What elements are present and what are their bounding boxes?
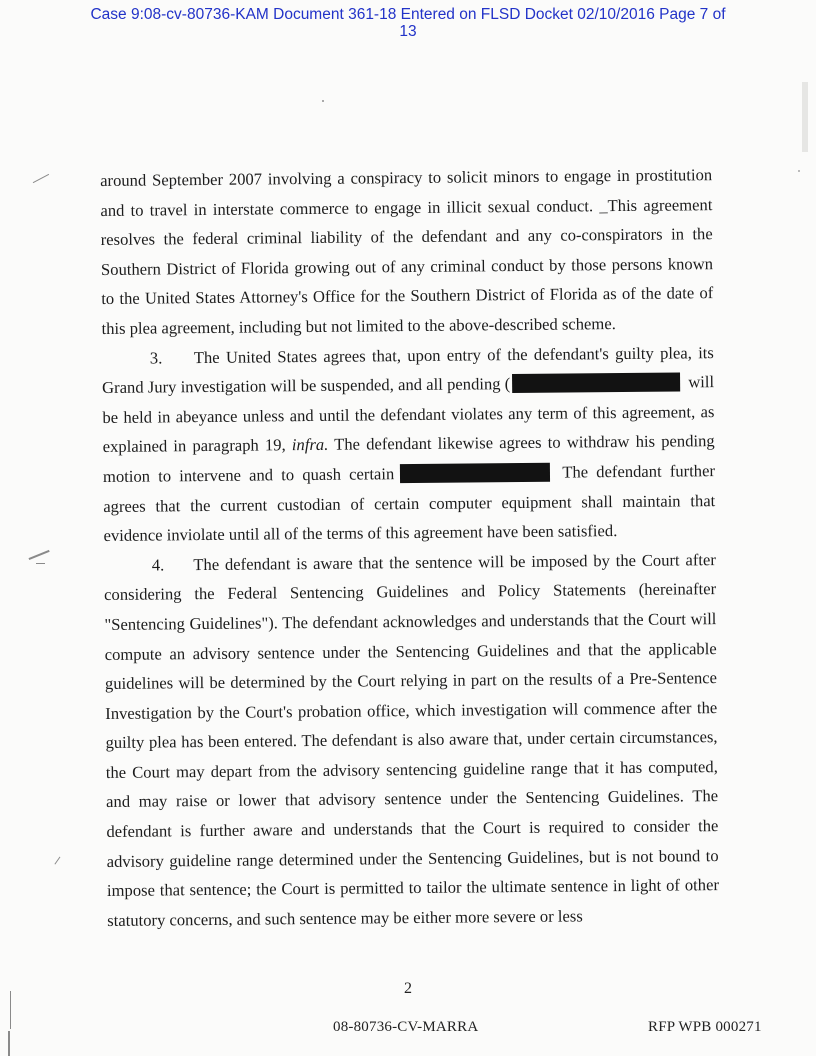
scan-artifact — [8, 1031, 10, 1056]
scan-artifact — [322, 100, 324, 102]
document-body — [100, 160, 719, 935]
paragraph-3-italic: infra. — [291, 435, 329, 455]
page-number: 2 — [404, 980, 412, 997]
paragraph-4-number: 4. — [151, 555, 165, 575]
ecf-header — [0, 6, 816, 40]
paragraph-3-text-d: The defendant further agrees that the current custodian of certain computer equipment shall maintain that evidence inviolate until all of the terms of this agreement have been satisfied. — [103, 461, 716, 546]
paragraph-3-text-b: will be held in abeyance unless and until the defendant violates any term of this agreement, as explained in paragraph 19, — [102, 372, 715, 457]
continuation-paragraph — [100, 160, 714, 343]
redaction-block — [512, 373, 680, 394]
paragraph-3-number: 3. — [149, 347, 163, 368]
ecf-header-line-1: Case 9:08-cv-80736-KAM Document 361-18 Entered on FLSD Docket 02/10/2016 Page 7 of — [90, 6, 726, 23]
footer-case-reference: 08-80736-CV-MARRA — [333, 1019, 479, 1035]
paragraph-4 — [104, 545, 720, 936]
scan-artifact — [802, 82, 808, 152]
scan-artifact — [10, 991, 11, 1029]
scan-artifact — [33, 174, 49, 183]
paragraph-3 — [102, 338, 716, 551]
scan-artifact — [798, 170, 800, 172]
scan-artifact — [29, 550, 50, 560]
paragraph-4-text: The defendant is aware that the sentence will be imposed by the Court after considering the Federal Sentencing Guidelines and Policy Statements (hereinafter "Sentencing Guidelines"). The defendant acknowledges and understands that the Court will compute an advisory sentence under the Sentencing Guidelines and that the applicable guidelines will be determined by the Court relying in part on the results of a Pre-Sentence Investigation by the Court's probation office, which investigation will commence after the guilty plea has been entered. The defendant is also aware that, under certain circumstances, the Court may depart from the advisory sentencing guideline range that it has computed, and may raise or lower that advisory sentence under the Sentencing Guidelines. The defendant is further aware and understands that the Court is required to consider the advisory guideline range determined under the Sentencing Guidelines, but is not bound to impose that sentence; the Court is permitted to tailor the ultimate sentence in light of other statutory concerns, and such sentence may be either more severe or less — [104, 549, 720, 930]
footer-bates-number: RFP WPB 000271 — [648, 1019, 762, 1035]
paragraph-3-text-a: The United States agrees that, upon entry of the defendant's guilty plea, its Grand Jury investigation will be suspended, and all pending ( — [102, 342, 714, 398]
continuation-text: around September 2007 involving a conspiracy to solicit minors to engage in prostitution and to travel in interstate commerce to engage in illicit sexual conduct. _This agreement resolves the federal criminal liability of the defendant and any co-conspirators in the Southern District of Florida growing out of any criminal conduct by those persons known to the United States Attorney's Office for the Southern District of Florida as of the date of this plea agreement, including but not limited to the above-described scheme. — [100, 165, 714, 338]
ecf-header-line-2: 13 — [399, 23, 417, 40]
redaction-block — [400, 463, 550, 483]
scan-artifact — [36, 563, 45, 564]
paragraph-3-text-c: The defendant likewise agrees to withdraw his pending motion to intervene and to quash certain — [102, 431, 715, 486]
scan-artifact — [54, 857, 60, 865]
